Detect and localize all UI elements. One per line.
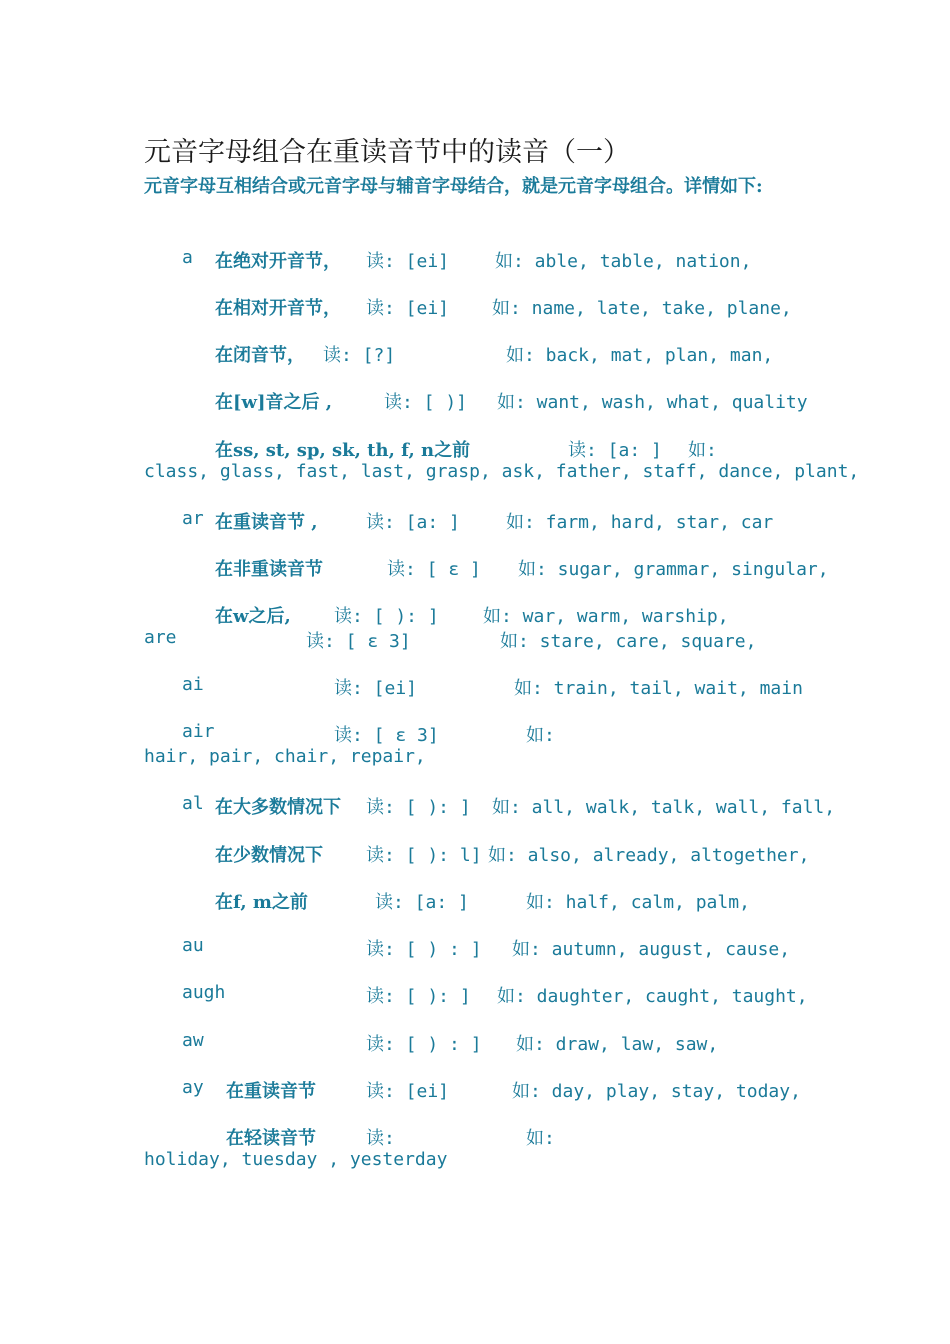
row-examples: 如: back, mat, plan, man,	[506, 345, 774, 366]
row-examples: 如: sugar, grammar, singular,	[518, 559, 829, 580]
row-examples: 如: war, warm, warship,	[483, 606, 729, 627]
row-key: al	[182, 793, 204, 814]
row-condition: 在重读音节	[226, 1081, 316, 1102]
row-examples: 如:	[526, 725, 555, 746]
row-examples: 如: all, walk, talk, wall, fall,	[492, 797, 836, 818]
page-title: 元音字母组合在重读音节中的读音（一）	[144, 137, 630, 168]
row-reading: 读: [a: ]	[366, 512, 460, 533]
intro-paragraph: 元音字母互相结合或元音字母与辅音字母结合，就是元音字母组合。详情如下:	[144, 176, 763, 197]
row-examples: 如:	[688, 440, 717, 461]
row-key: au	[182, 935, 204, 956]
row-reading: 读: [ ): ]	[366, 986, 471, 1007]
row-key: ar	[182, 508, 204, 529]
row-reading: 读: [ei]	[366, 1081, 450, 1102]
row-examples: 如: day, play, stay, today,	[512, 1081, 801, 1102]
row-continuation: hair, pair, chair, repair,	[144, 746, 426, 767]
row-condition: 在绝对开音节，	[215, 251, 341, 272]
row-condition: 在重读音节 ,	[215, 512, 318, 533]
row-reading: 读: [ ): ]	[366, 797, 471, 818]
row-examples: 如: name, late, take, plane,	[492, 298, 792, 319]
row-reading: 读: [?]	[323, 345, 396, 366]
row-continuation: class, glass, fast, last, grasp, ask, father, staff, dance, plant,	[144, 461, 860, 482]
row-condition: 在闭音节，	[215, 345, 305, 366]
row-reading: 读:	[366, 1128, 395, 1149]
row-condition: 在[w]音之后 ,	[215, 392, 333, 413]
row-examples: 如: half, calm, palm,	[526, 892, 750, 913]
row-examples: 如: train, tail, wait, main	[514, 678, 803, 699]
row-key: ay	[182, 1077, 204, 1098]
row-examples: 如: daughter, caught, taught,	[497, 986, 808, 1007]
row-reading: 读: [a: ]	[375, 892, 469, 913]
row-condition: 在w之后,	[215, 606, 291, 627]
row-reading: 读: [ ) : ]	[366, 1034, 482, 1055]
row-reading: 读: [ei]	[334, 678, 418, 699]
row-reading: 读: [ ε 3]	[306, 631, 411, 652]
row-reading: 读: [ ε ]	[387, 559, 481, 580]
row-key: augh	[182, 982, 226, 1003]
row-reading: 读: [ei]	[366, 298, 450, 319]
row-condition: 在轻读音节	[226, 1128, 316, 1149]
row-examples: 如: stare, care, square,	[500, 631, 757, 652]
row-examples: 如: draw, law, saw,	[516, 1034, 719, 1055]
row-key: air	[182, 721, 215, 742]
row-reading: 读: [ ε 3]	[334, 725, 439, 746]
row-examples: 如: also, already, altogether,	[488, 845, 810, 866]
row-condition: 在f, m之前	[215, 892, 308, 913]
row-reading: 读: [ei]	[366, 251, 450, 272]
row-condition: 在少数情况下	[215, 845, 323, 866]
row-reading: 读: [a: ]	[568, 440, 662, 461]
row-reading: 读: [ ) : ]	[366, 939, 482, 960]
row-examples: 如: want, wash, what, quality	[497, 392, 808, 413]
row-continuation: holiday, tuesday , yesterday	[144, 1149, 448, 1170]
row-reading: 读: [ ): ]	[334, 606, 439, 627]
row-examples: 如:	[526, 1128, 555, 1149]
row-reading: 读: [ )]	[384, 392, 468, 413]
row-key: a	[182, 247, 193, 268]
row-key: aw	[182, 1030, 204, 1051]
row-examples: 如: autumn, august, cause,	[512, 939, 791, 960]
row-condition: 在相对开音节，	[215, 298, 341, 319]
row-condition: 在大多数情况下	[215, 797, 341, 818]
row-key: are	[144, 627, 177, 648]
row-key: ai	[182, 674, 204, 695]
row-examples: 如: farm, hard, star, car	[506, 512, 774, 533]
row-reading: 读: [ ): l]	[366, 845, 482, 866]
row-condition: 在ss, st, sp, sk, th, f, n之前	[215, 440, 471, 461]
row-examples: 如: able, table, nation,	[495, 251, 752, 272]
row-condition: 在非重读音节	[215, 559, 323, 580]
